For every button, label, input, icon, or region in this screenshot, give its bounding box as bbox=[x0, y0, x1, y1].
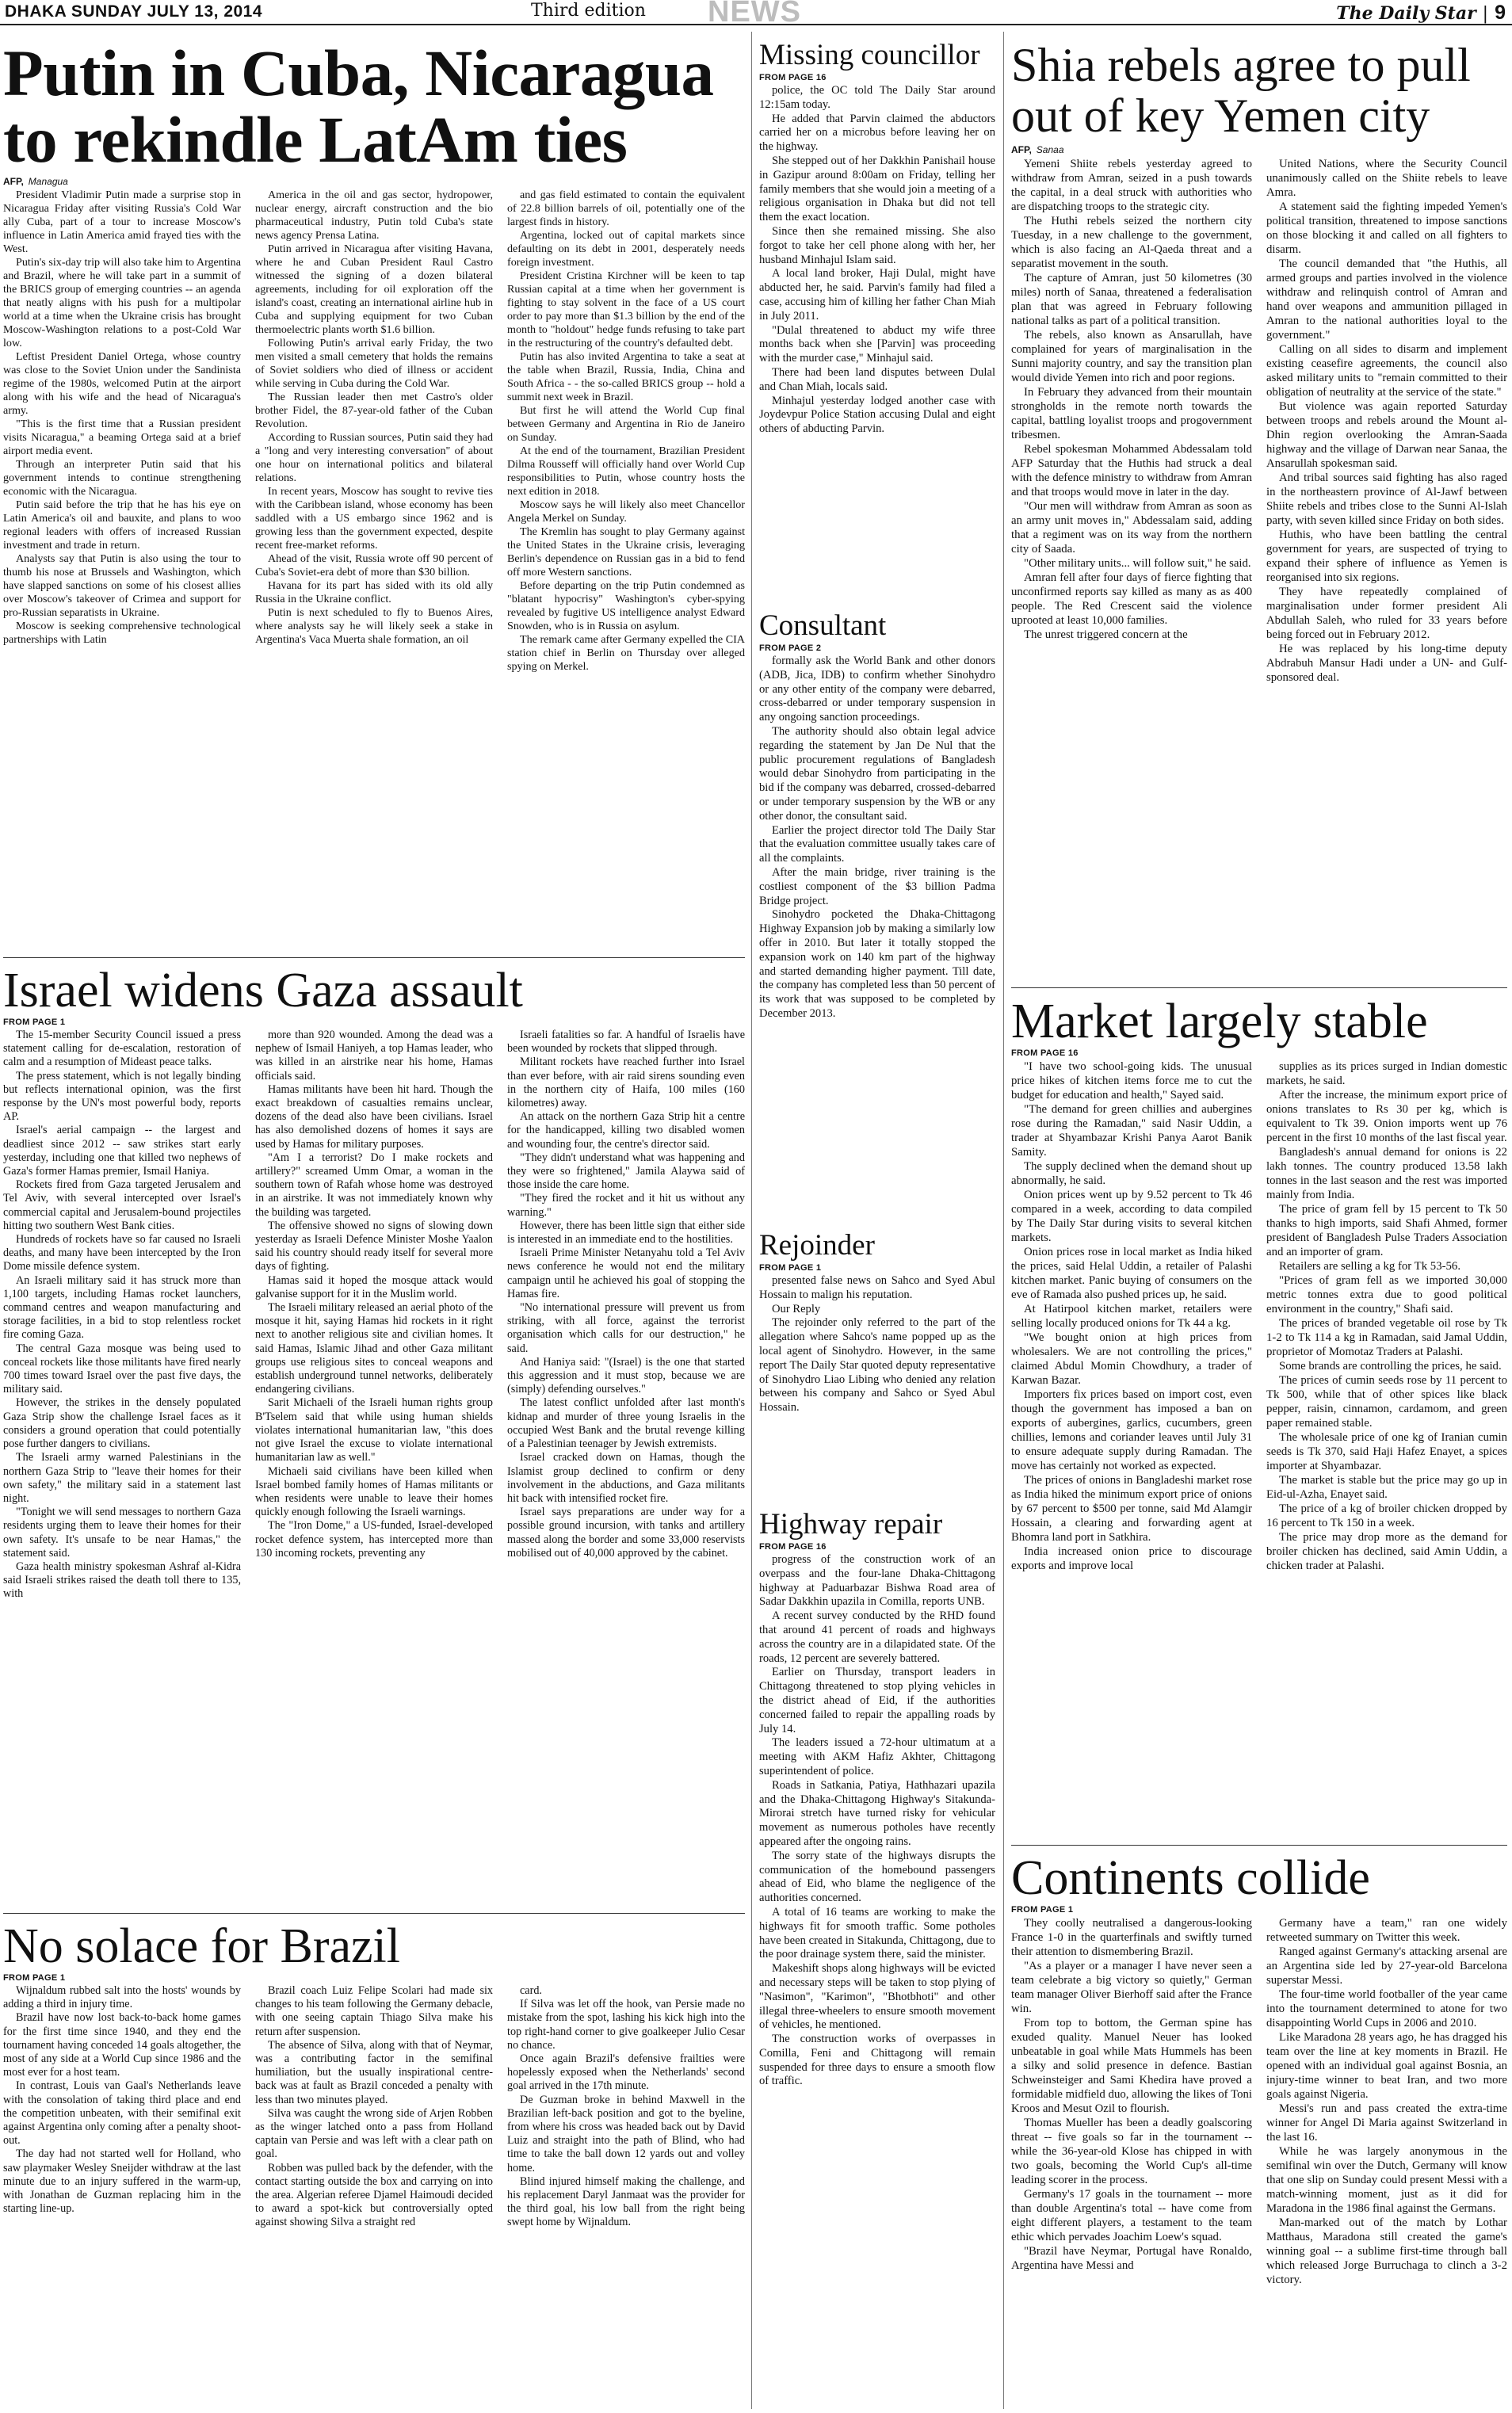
paragraph: Putin is next scheduled to fly to Buenos Aires, where analysts say he will likely seek a stake in Argentina's Vaca Muerta shale formation, an oil bbox=[255, 606, 493, 646]
paragraph: "Brazil have Neymar, Portugal have Ronaldo, Argentina have Messi and bbox=[1011, 2245, 1252, 2272]
story-column bbox=[507, 189, 745, 674]
paragraph: The absence of Silva, along with that of Neymar, was a contributing factor in the semifinal humiliation, but the usually inspirational centre-back was at fault as Brazil conceded a penalty with less than two minutes played. bbox=[255, 2038, 493, 2106]
story-column bbox=[255, 1029, 493, 1560]
paragraph: Havana for its part has sided with its old ally Russia in the Ukraine conflict. bbox=[255, 579, 493, 605]
story-continents bbox=[1011, 1853, 1507, 2287]
paragraph: "Our men will withdraw from Amran as soon as an army unit moves in," Abdessalam said, adding that a regiment was on its way from the northern city of Saada. bbox=[1011, 500, 1252, 556]
paragraph: However, the strikes in the densely populated Gaza Strip show the challenge Israel faces as it considers a ground operation that could potentially pose further dangers to civilians. bbox=[3, 1396, 241, 1451]
headline: Consultant bbox=[759, 609, 887, 642]
masthead bbox=[0, 0, 1512, 29]
headline: Continents collide bbox=[1011, 1851, 1370, 1905]
story-column bbox=[3, 1984, 241, 2216]
paragraph: Israeli fatalities so far. A handful of Israelis have been wounded by rockets that slipped through. bbox=[507, 1029, 745, 1056]
paragraph: Moscow is seeking comprehensive technological partnerships with Latin bbox=[3, 620, 241, 646]
paragraph: According to Russian sources, Putin said they had a "long and very interesting conversation" of about one hour on international politics and bilateral relations. bbox=[255, 431, 493, 484]
paragraph: In contrast, Louis van Gaal's Netherlands leave with the consolation of taking third place and end the competition unbeaten, with their semifinal exit against Argentina only coming after a penalty shoot-out. bbox=[3, 2079, 241, 2148]
paragraph: Germany's 17 goals in the tournament -- more than double Argentina's total -- have come from eight different players, a testament to the team ethic which pervades Joachim Loew's squad. bbox=[1011, 2188, 1252, 2243]
paragraph: "We bought onion at high prices from wholesalers. We are not controlling the prices," claimed Abdul Momin Chowdhury, a trader of Karwan Bazar. bbox=[1011, 1331, 1252, 1387]
paragraph: "I have two school-going kids. The unusual price hikes of kitchen items force me to cut the budget for education and health," Sayed said. bbox=[1011, 1060, 1252, 1102]
paragraph: The offensive showed no signs of slowing down yesterday as Israeli Defence Minister Moshe Yaalon said his country should ready itself for several more days of fighting. bbox=[255, 1219, 493, 1273]
story-body bbox=[3, 1984, 745, 2230]
paragraph: Israeli Prime Minister Netanyahu told a Tel Aviv news conference he would not end the military campaign until he achieved his goal of stopping the Hamas fire. bbox=[507, 1247, 745, 1300]
location: Sanaa bbox=[1036, 144, 1064, 155]
paragraph: They coolly neutralised a dangerous-looking France 1-0 in the quarterfinals and swiftly turned their attention to dismembering Brazil. bbox=[1011, 1917, 1252, 1958]
paragraph: From top to bottom, the German spine has exuded quality. Manuel Neuer has looked unbeatable in goal while Mats Hummels has been a silky and solid presence in defence. Bastian Schweinsteiger and Sami Khedira have proved a formidable midfield duo, allowing the likes of Toni Kroos and Mesut Ozil to flourish. bbox=[1011, 2017, 1252, 2115]
paragraph: Brazil have now lost back-to-back home games for the first time since 1940, and they end the tournament having conceded 14 goals altogether, the most of any side at a World Cup since 1986 and the most ever for a host team. bbox=[3, 2011, 241, 2079]
paragraph: Hamas said it hoped the mosque attack would galvanise support for it in the Muslim world. bbox=[255, 1273, 493, 1300]
paragraph: Putin arrived in Nicaragua after visiting Havana, where he and Cuban President Raul Castro witnessed the signing of a dozen bilateral agreements, including for oil exploration off the island's coast, creating an international airline hub in Cuba and supplying equipment for two Cuban thermoelectric plants worth $1.6 billion. bbox=[255, 242, 493, 336]
paragraph: Robben was pulled back by the defender, with the contact starting outside the box and carrying on into the area. Algerian referee Djamel Haimoudi decided to award a spot-kick but controversially opted against showing Silva a straight red bbox=[255, 2161, 493, 2229]
paragraph: He added that Parvin claimed the abductors carried her on a microbus before leaving her on the highway. bbox=[759, 112, 995, 154]
paragraph: Hamas militants have been hit hard. Though the exact breakdown of casualties remains unclear, dozens of the dead also have been civilians. Israel has also demolished dozens of homes it says are used by Hamas for military purposes. bbox=[255, 1082, 493, 1151]
paragraph: After the main bridge, river training is the costliest component of the $3 billion Padma Bridge project. bbox=[759, 865, 995, 907]
story-missing-councillor bbox=[759, 40, 995, 437]
paragraph: Minhajul yesterday lodged another case with Joydevpur Police Station accusing Dulal and eight others of abducting Parvin. bbox=[759, 394, 995, 436]
story-column bbox=[1011, 157, 1252, 642]
paper-info bbox=[1336, 2, 1506, 25]
paragraph: Huthis, who have been battling the central government for years, are suspected of trying to expand their sphere of influence as Yemen is reorganised into six regions. bbox=[1266, 529, 1507, 584]
paragraph: The construction works of overpasses in Comilla, Feni and Chittagong will remain suspended for three days to ensure a smooth flow of traffic. bbox=[759, 2033, 995, 2088]
paragraph: presented false news on Sahco and Syed Abul Hossain to malign his reputation. bbox=[759, 1274, 995, 1301]
paragraph: Earlier the project director told The Daily Star that the evaluation committee usually takes care of all the complaints. bbox=[759, 823, 995, 865]
paragraph: If Silva was let off the hook, van Persie made no mistake from the spot, lashing his kick high into the top right-hand corner to give goalkeeper Julio Cesar no chance. bbox=[507, 1998, 745, 2052]
paragraph: There had been land disputes between Dulal and Chan Miah, locals said. bbox=[759, 365, 995, 393]
paragraph: progress of the construction work of an overpass and the four-lane Dhaka-Chittagong highway at Paduarbazar Bishwa Road area of Sadar Dakkhin upazila in Comilla, reports UNB. bbox=[759, 1553, 995, 1609]
paragraph: The Huthi rebels seized the northern city Tuesday, in a new challenge to the government, which is also facing an Al-Qaeda threat and a separatist movement in the south. bbox=[1011, 215, 1252, 270]
paragraph: The day had not started well for Holland, who saw playmaker Wesley Sneijder withdraw at the last minute due to an injury suffered in the warm-up, with Jonathan de Guzman replacing him in the starting line-up. bbox=[3, 2148, 241, 2216]
story-body bbox=[1011, 1060, 1507, 1573]
paragraph: Before departing on the trip Putin condemned as "blatant hypocrisy" Washington's cyber-spying revealed by fugitive US intelligence analyst Edward Snowden, who is in Russia on asylum. bbox=[507, 579, 745, 632]
paragraph: Man-marked out of the match by Lothar Matthaus, Maradona still created the game's winning goal -- a sublime first-time through ball which released Jorge Burruchaga to clinch a 3-2 victory. bbox=[1266, 2216, 1507, 2286]
paragraph: "They didn't understand what was happening and they were so frightened," Jamila Alaywa said of those inside the care home. bbox=[507, 1151, 745, 1192]
story-column bbox=[255, 189, 493, 647]
paragraph: Our Reply bbox=[772, 1302, 821, 1315]
headline: Putin in Cuba, Nicaragua to rekindle LatAm ties bbox=[3, 36, 714, 176]
paragraph: "This is the first time that a Russian president visits Nicaragua," a beaming Ortega said at a brief airport media event. bbox=[3, 418, 241, 457]
story-column bbox=[1011, 1060, 1252, 1573]
story-putin bbox=[3, 36, 745, 674]
column-rule-left bbox=[751, 32, 752, 2409]
paragraph: De Guzman broke in behind Maxwell in the Brazilian left-back position and got to the byeline, from where his cross was headed back out by David Luiz and straight into the path of Blind, who had time to take the ball down 12 yards out and volley home. bbox=[507, 2093, 745, 2174]
paragraph: The sorry state of the highways disrupts the communication of the homebound passengers ahead of Eid, who blame the negligence of the authorities concerned. bbox=[759, 1849, 995, 1905]
paragraph: He was replaced by his long-time deputy Abdrabuh Mansur Hadi under a UN- and Gulf-sponsored deal. bbox=[1266, 643, 1507, 684]
paragraph: America in the oil and gas sector, hydropower, nuclear energy, aircraft construction and the bio pharmaceutical industry, Putin told Cuba's state news agency Prensa Latina. bbox=[255, 189, 493, 242]
story-column bbox=[759, 1274, 995, 1415]
paragraph: But violence was again reported Saturday between troops and rebels around the Mount al-Dhin region overlooking the Amran-Saada highway and the village of Darwan near Sanaa, the Ansarullah spokesman said. bbox=[1266, 400, 1507, 470]
paragraph: At Hatirpool kitchen market, retailers were selling locally produced onions for Tk 44 a kg. bbox=[1011, 1303, 1252, 1330]
paragraph: supplies as its prices surged in Indian domestic markets, he said. bbox=[1266, 1060, 1507, 1087]
section-label: NEWS bbox=[708, 0, 801, 29]
story-column bbox=[507, 1984, 745, 2230]
story-rejoinder bbox=[759, 1230, 995, 1415]
paragraph: Importers fix prices based on import cost, even though the government has imposed a ban on exports of aubergines, garlics, cucumbers, green chillies, lemons and coriander leaves until July 31 to ensure adequate supply during Ramadan. The move has certainly not worked as expected. bbox=[1011, 1388, 1252, 1472]
paragraph: Through an interpreter Putin said that his government intends to continue strengthening economic with the Nicaragua. bbox=[3, 458, 241, 498]
story-column bbox=[1266, 1060, 1507, 1573]
paragraph: And Haniya said: "(Israel) is the one that started this aggression and it must stop, because we are (simply) defending ourselves." bbox=[507, 1355, 745, 1396]
paragraph: The prices of cumin seeds rose by 11 percent to Tk 500, while that of other spices like black pepper, raisin, cinnamon, cardamom, and green paper remained stable. bbox=[1266, 1374, 1507, 1430]
paragraph: The "Iron Dome," a US-funded, Israel-developed rocket defence system, has intercepted more than 130 incoming rockets, preventing any bbox=[255, 1519, 493, 1560]
jump-label: FROM PAGE 16 bbox=[759, 73, 827, 82]
dateline bbox=[3, 176, 745, 187]
story-consultant bbox=[759, 610, 995, 1021]
paragraph: "No international pressure will prevent us from striking, with all force, against the terrorist organisation which calls for our destruction," he said. bbox=[507, 1301, 745, 1355]
paragraph: Calling on all sides to disarm and implement existing ceasefire agreements, the council also asked military units to "remain committed to their obligation of neutrality at the service of the state." bbox=[1266, 343, 1507, 399]
paragraph: "Prices of gram fell as we imported 30,000 metric tonnes extra due to good political environment in the country," Shafi said. bbox=[1266, 1274, 1507, 1315]
story-column bbox=[759, 655, 995, 1021]
paragraph: Roads in Satkania, Patiya, Hathhazari upazila and the Dhaka-Chittagong Highway's Sitakunda-Mirorai stretch have turned risky for vehicular movement as numerous potholes have recently appeared after the ongoing rains. bbox=[759, 1778, 995, 1848]
story-gaza bbox=[3, 965, 745, 1602]
paragraph: The remark came after Germany expelled the CIA station chief in Berlin on Thursday over alleged spying on Merkel. bbox=[507, 633, 745, 673]
story-column bbox=[3, 189, 241, 647]
paragraph: Analysts say that Putin is also using the tour to thumb his nose at Brussels and Washington, which have slapped sanctions on some of his closest allies over Moscow's takeover of Crimea and support for pro-Russian separatists in Ukraine. bbox=[3, 552, 241, 619]
paragraph: She stepped out of her Dakkhin Panishail house in Gazipur around 8:00am on Friday, telling her family members that she would join a meeting of a religious organisation in Dhaka but did not tell them the exact location. bbox=[759, 154, 995, 224]
paragraph: "Tonight we will send messages to northern Gaza residents urging them to leave their homes for their own safety. It's unsafe to be near Hamas," the statement said. bbox=[3, 1506, 241, 1560]
headline: Highway repair bbox=[759, 1508, 943, 1541]
story-column bbox=[255, 1984, 493, 2230]
paragraph: A recent survey conducted by the RHD found that around 41 percent of roads and highways across the country are in a dilapidated state. Of the roads, 12 percent are severely battered. bbox=[759, 1609, 995, 1665]
paragraph: The press statement, which is not legally binding but reflects international opinion, was the first response by the UN's most powerful body, reports AP. bbox=[3, 1069, 241, 1124]
paragraph: Militant rockets have reached further into Israel than ever before, with air raid sirens sounding even in the northern city of Haifa, 100 miles (160 kilometres) away. bbox=[507, 1056, 745, 1110]
jump-label: FROM PAGE 1 bbox=[3, 1018, 66, 1027]
paragraph: After the increase, the minimum export price of onions translates to Rs 30 per kg, which is equivalent to Tk 39. Onion imports went up 76 percent in the first 10 months of the last fiscal year. bbox=[1266, 1089, 1507, 1144]
story-column bbox=[507, 1029, 745, 1560]
paragraph: Argentina, locked out of capital markets since defaulting on its debt in 2001, desperately needs foreign investment. bbox=[507, 229, 745, 269]
paragraph: The rejoinder only referred to the part of the allegation where Sahco's name popped up as the local agent of Sinohydro. However, in the same report The Daily Star quoted deputy representative of Sinohydro Liao Libing who denied any relation between his company and Sahco or Syed Abul Hossain. bbox=[759, 1316, 995, 1415]
paragraph: Michaeli said civilians have been killed when Israel bombed family homes of Hamas militants or when residents were unable to leave their homes quickly enough following the Israeli warnings. bbox=[255, 1464, 493, 1519]
paragraph: They have repeatedly complained of marginalisation under former president Ali Abdullah Saleh, who ruled for 33 years before being forced out in February 2012. bbox=[1266, 586, 1507, 641]
paragraph: Yemeni Shiite rebels yesterday agreed to withdraw from Amran, seized in a push towards the capital, in a deal struck with authorities who are dispatching troops to the strategic city. bbox=[1011, 158, 1252, 213]
paragraph: An attack on the northern Gaza Strip hit a centre for the handicapped, killing two disabled women and wounding four, the centre's director said. bbox=[507, 1110, 745, 1151]
paragraph: The 15-member Security Council issued a press statement calling for de-escalation, restoration of calm and a resumption of Mideast peace talks. bbox=[3, 1029, 241, 1069]
paragraph: "They fired the rocket and it hit us without any warning." bbox=[507, 1192, 745, 1219]
paragraph: Silva was caught the wrong side of Arjen Robben as the winger latched onto a pass from Holland captain van Persie and was left with a clear path on goal. bbox=[255, 2106, 493, 2161]
paragraph: The council demanded that "the Huthis, all armed groups and parties involved in the violence withdraw and relinquish control of Amran and hand over weapons and ammunition pillaged in Amran to the national authorities loyal to the government." bbox=[1266, 258, 1507, 342]
story-column bbox=[1266, 1916, 1507, 2287]
paragraph: police, the OC told The Daily Star around 12:15am today. bbox=[759, 84, 995, 111]
paragraph: At the end of the tournament, Brazilian President Dilma Rousseff will officially hand over World Cup responsibilities to Putin, whose country hosts the next edition in 2018. bbox=[507, 445, 745, 498]
paragraph: "The demand for green chillies and aubergines rose during the Ramadan," said Nasir Uddin, a trader at Shyambazar Krishi Panya Aarot Banik Samity. bbox=[1011, 1103, 1252, 1159]
news-agency: AFP, bbox=[3, 176, 24, 187]
paragraph: Thomas Mueller has been a deadly goalscoring threat -- five goals so far in the tournament -- while the 36-year-old Klose has chipped in with two goals, becoming the World Cup's all-time leading scorer in the process. bbox=[1011, 2117, 1252, 2186]
paragraph: While he was largely anonymous in the semifinal win over the Dutch, Germany will know that one slip on Sunday could present Messi with a match-winning moment, just as it did for Maradona in the 1986 final against the Germans. bbox=[1266, 2145, 1507, 2215]
paragraph: Retailers are selling a kg for Tk 53-56. bbox=[1279, 1260, 1461, 1273]
paragraph: President Vladimir Putin made a surprise stop in Nicaragua Friday after visiting Russia's Cold War ally Cuba, part of a tour to increase Moscow's influence in Latin America amid frayed ties with the West. bbox=[3, 189, 241, 255]
paragraph: Israel's aerial campaign -- the largest and deadliest since 2012 -- saw strikes start early yesterday, including one that killed two nephews of Gaza's former Hamas premier, Ismail Haniya. bbox=[3, 1124, 241, 1178]
paragraph: And tribal sources said fighting has also raged in the northeastern province of Al-Jawf between Shiite rebels and tribes close to the Sunni Al-Islah party, with seven killed since Friday on both sides. bbox=[1266, 472, 1507, 527]
headline: Market largely stable bbox=[1011, 995, 1428, 1048]
paragraph: Rockets fired from Gaza targeted Jerusalem and Tel Aviv, with several intercepted over Israel's commercial capital and Jerusalem-bound projectiles hitting two southern West Bank cities. bbox=[3, 1178, 241, 1232]
paragraph: India increased onion price to discourage exports and improve local bbox=[1011, 1545, 1252, 1572]
paragraph: Since then she remained missing. She also forgot to take her cell phone along with her, her husband Minhajul Islam said. bbox=[759, 224, 995, 266]
paragraph: United Nations, where the Security Council unanimously called on the Shiite rebels to leave Amra. bbox=[1266, 158, 1507, 199]
paragraph: The market is stable but the price may go up in Eid-ul-Azha, Enayet said. bbox=[1266, 1474, 1507, 1501]
rule-under-putin bbox=[3, 957, 745, 958]
paragraph: The Israeli military released an aerial photo of the mosque it hit, saying Hamas hid rockets in it right next to another religious site and civilian homes. It said Hamas, Islamic Jihad and other Gaza militant groups use religious sites to conceal weapons and establish underground tunnel networks, deliberately endangering civilians. bbox=[255, 1301, 493, 1396]
paragraph: A statement said the fighting impeded Yemen's political transition, threatened to impose sanctions on those blocking it and called on all fighters to disarm. bbox=[1266, 200, 1507, 256]
paragraph: The rebels, also known as Ansarullah, have complained for years of marginalisation in the Sunni majority country, and say the transition plan would divide Yemen into rich and poor regions. bbox=[1011, 329, 1252, 384]
jump-label: FROM PAGE 16 bbox=[759, 1542, 827, 1552]
paragraph: Putin said before the trip that he has his eye on Latin America's oil and bauxite, and plans to woo regional leaders with offers of increased Russian investment and trade in return. bbox=[3, 498, 241, 552]
paragraph: The central Gaza mosque was being used to conceal rockets like those militants have fired nearly 700 times toward Israel over the past five days, the military said. bbox=[3, 1342, 241, 1396]
rule-under-yemen bbox=[1011, 987, 1507, 988]
paragraph: Israel says preparations are under way for a possible ground incursion, with tanks and artillery massed along the border and some 33,000 reservists mobilised out of 40,000 approved by the cabinet. bbox=[507, 1506, 745, 1560]
jump-label: FROM PAGE 1 bbox=[759, 1263, 822, 1273]
headline: Rejoinder bbox=[759, 1229, 875, 1262]
paragraph: card. bbox=[520, 1984, 542, 1997]
column-rule-right bbox=[1003, 32, 1004, 2409]
story-column bbox=[759, 84, 995, 437]
dateline bbox=[1011, 144, 1507, 155]
rule-under-market bbox=[1011, 1845, 1507, 1846]
paragraph: Putin's six-day trip will also take him to Argentina and Brazil, where he will take part in a summit of the BRICS group of emerging countries -- an agenda that neatly aligns with his push for a multipolar world at a time when the Ukraine crisis has brought Moscow-Washington relations to a post-Cold War low. bbox=[3, 256, 241, 349]
paragraph: Israel cracked down on Hamas, though the Islamist group declined to confirm or deny involvement in the abductions, and Gaza militants hit back with intensified rocket fire. bbox=[507, 1451, 745, 1505]
headline: Missing councillor bbox=[759, 39, 980, 71]
paragraph: Putin has also invited Argentina to take a seat at the table when Brazil, Russia, India, China and South Africa - - the so-called BRICS group -- hold a summit next week in Brazil. bbox=[507, 350, 745, 403]
paragraph: Bangladesh's annual demand for onions is 22 lakh tonnes. The country produced 13.58 lakh tonnes in the last season and the rest was imported mainly from India. bbox=[1266, 1146, 1507, 1201]
paragraph: The Israeli army warned Palestinians in the northern Gaza Strip to "leave their homes for their own safety," the military said in a statement last night. bbox=[3, 1451, 241, 1505]
rule-under-gaza bbox=[3, 1913, 745, 1914]
paragraph: Leftist President Daniel Ortega, whose country was close to the Soviet Union under the Sandinista regime of the 1980s, welcomed Putin at the airport along with his wife and the head of Nicaragua's army. bbox=[3, 350, 241, 417]
paragraph: A total of 16 teams are working to make the highways fit for smooth traffic. Some potholes have been created in Sitakunda, Chittagong, due to the poor drainage system there, said the minister. bbox=[759, 1905, 995, 1961]
paragraph: Like Maradona 28 years ago, he has dragged his team over the line at key moments in Brazil. He opened with an individual goal against Bosnia, an injury-time winner to beat Iran, and two more goals against Nigeria. bbox=[1266, 2031, 1507, 2101]
paragraph: Amran fell after four days of fierce fighting that unconfirmed reports say killed as many as as 400 people. The Red Crescent said the violence uprooted at least 10,000 families. bbox=[1011, 571, 1252, 627]
paragraph: Makeshift shops along highways will be evicted and necessary steps will be taken to stop plying of "Nasimon", "Karimon", "Bhotbhoti" and other illegal three-wheelers to ensure smooth movement of vehicles, he mentioned. bbox=[759, 1962, 995, 2032]
paragraph: Ranged against Germany's attacking arsenal are an Argentina side led by 27-year-old Barcelona superstar Messi. bbox=[1266, 1945, 1507, 1987]
paragraph: The wholesale price of one kg of Iranian cumin seeds is Tk 370, said Haji Hafez Enayet, a spices importer at Shyambazar. bbox=[1266, 1431, 1507, 1472]
paragraph: The price may drop more as the demand for broiler chicken has declined, said Amin Uddin, a chicken trader at Palashi. bbox=[1266, 1531, 1507, 1572]
paragraph: Once again Brazil's defensive frailties were hopelessly exposed when the Netherlands' second goal arrived in the 17th minute. bbox=[507, 2052, 745, 2093]
paragraph: A local land broker, Haji Dulal, might have abducted her, he said. Parvin's family had filed a case, accusing him of killing her father Chan Miah in July 2011. bbox=[759, 267, 995, 323]
paragraph: The Russian leader then met Castro's older brother Fidel, the 87-year-old father of the Cuban Revolution. bbox=[255, 391, 493, 430]
paragraph: Hundreds of rockets have so far caused no Israeli deaths, and many have been intercepted by the Iron Dome missile defence system. bbox=[3, 1233, 241, 1273]
paragraph: The prices of onions in Bangladeshi market rose as India hiked the minimum export price of onions by 67 percent to $500 per tonne, said Md Alamgir Hossain, a clearing and forwarding agent at Bhomra land port in Satkhira. bbox=[1011, 1474, 1252, 1544]
masthead-separator: | bbox=[1482, 4, 1489, 24]
paragraph: Ahead of the visit, Russia wrote off 90 percent of Cuba's Soviet-era debt of more than $30 billion. bbox=[255, 552, 493, 578]
story-highway-repair bbox=[759, 1509, 995, 2089]
paragraph: However, there has been little sign that either side is interested in an immediate end to the hostilities. bbox=[507, 1219, 745, 1247]
paragraph: The prices of branded vegetable oil rose by Tk 1-2 to Tk 114 a kg in Ramadan, said Jamal Uddin, proprietor of Momotaz Traders at Palashi. bbox=[1266, 1317, 1507, 1358]
paper-name: The Daily Star bbox=[1336, 3, 1476, 24]
paragraph: "Other military units... will follow suit," he said. bbox=[1024, 557, 1251, 570]
paragraph: Onion prices went up by 9.52 percent to Tk 46 compared in a week, according to data compiled by The Daily Star during visits to several kitchen markets. bbox=[1011, 1189, 1252, 1244]
story-body bbox=[1011, 1916, 1507, 2287]
jump-label: FROM PAGE 2 bbox=[759, 643, 822, 653]
paragraph: The four-time world footballer of the year came into the tournament determined to atone for two disappointing World Cups in 2006 and 2010. bbox=[1266, 1988, 1507, 2029]
jump-label: FROM PAGE 1 bbox=[1011, 1905, 1074, 1915]
issue-date: DHAKA SUNDAY JULY 13, 2014 bbox=[5, 2, 263, 21]
story-brazil bbox=[3, 1921, 745, 2230]
paragraph: The leaders issued a 72-hour ultimatum at a meeting with AKM Hafiz Akhter, Chittagong superintendent of police. bbox=[759, 1736, 995, 1777]
paragraph: Sinohydro pocketed the Dhaka-Chittagong Highway Expansion job by making a similarly low offer in 2010. But later it totally stopped the expansion work on 140 km part of the highway and started demanding higher payment. Till date, the company has completed less than 50 percent of its work that was supposed to be completed by December 2013. bbox=[759, 908, 995, 1020]
story-column bbox=[759, 1553, 995, 2089]
paragraph: Blind injured himself making the challenge, and his replacement Daryl Janmaat was the provider for the third goal, his low ball from the right being swept home by Wijnaldum. bbox=[507, 2174, 745, 2229]
paragraph: The unrest triggered concern at the bbox=[1024, 628, 1188, 641]
jump-label: FROM PAGE 1 bbox=[3, 1973, 66, 1983]
paragraph: The Kremlin has sought to play Germany against the United States in the Ukraine crisis, leveraging Berlin's dependence on Russian gas in a bid to fend off more Western sanctions. bbox=[507, 525, 745, 578]
paragraph: Messi's run and pass created the extra-time winner for Angel Di Maria against Switzerland in the last 16. bbox=[1266, 2102, 1507, 2144]
paragraph: "Dulal threatened to abduct my wife three months back when she [Parvin] was proceeding with the murder case," Minhajul said. bbox=[759, 323, 995, 365]
paragraph: An Israeli military said it has struck more than 1,100 targets, including Hamas rocket launchers, command centres and weapon manufacturing and storage facilities, in a bid to stop relentless rocket fire coming Gaza. bbox=[3, 1273, 241, 1342]
paragraph: The supply declined when the demand shout up abnormally, he said. bbox=[1011, 1160, 1252, 1187]
paragraph: But first he will attend the World Cup final between Germany and Argentina in Rio de Janeiro on Sunday. bbox=[507, 404, 745, 444]
paragraph: Moscow says he will likely also meet Chancellor Angela Merkel on Sunday. bbox=[507, 498, 745, 525]
paragraph: Some brands are controlling the prices, he said. bbox=[1279, 1360, 1502, 1373]
edition-label: Third edition bbox=[531, 1, 646, 21]
paragraph: In February they advanced from their mountain strongholds in the remote north towards the capital, battling loyalist troops and progovernment tribesmen. bbox=[1011, 386, 1252, 441]
paragraph: Earlier on Thursday, transport leaders in Chittagong threatened to stop plying vehicles in the district ahead of Eid, if the authorities concerned failed to repair the appalling roads by July 14. bbox=[759, 1666, 995, 1735]
story-column bbox=[1011, 1916, 1252, 2273]
story-body bbox=[3, 1029, 745, 1602]
paragraph: The latest conflict unfolded after last month's kidnap and murder of three young Israelis in the occupied West Bank and the brutal revenge killing of a Palestinian teenager by Jewish extremists. bbox=[507, 1396, 745, 1451]
paragraph: "As a player or a manager I have never seen a team celebrate a big victory so quietly," German team manager Oliver Bierhoff said after the France win. bbox=[1011, 1960, 1252, 2015]
paragraph: formally ask the World Bank and other donors (ADB, Jica, IDB) to confirm whether Sinohydro or any other entity of the company were debarred, cross-debarred or under temporary suspension in any ongoing sanction proceedings. bbox=[759, 655, 995, 724]
paragraph: The price of gram fell by 15 percent to Tk 50 thanks to high imports, said Shafi Ahmed, former president of Bangladesh Pulse Traders Association and an importer of gram. bbox=[1266, 1203, 1507, 1258]
paragraph: President Cristina Kirchner will be keen to tap Russian capital at a time when her government is fighting to stay solvent in the face of a US court order to pay more than $1.3 billion by the end of the month to "holdout" hedge funds refusing to take part in the restructuring of the country's defaulted debt. bbox=[507, 269, 745, 349]
location: Managua bbox=[28, 176, 68, 187]
paragraph: Onion prices rose in local market as India hiked the prices, said Helal Uddin, a retailer of Palashi kitchen market. Panic buying of consumers on the eve of Ramada also pushed prices up, he said. bbox=[1011, 1246, 1252, 1301]
story-column bbox=[3, 1029, 241, 1602]
paragraph: Wijnaldum rubbed salt into the hosts' wounds by adding a third in injury time. bbox=[3, 1984, 241, 2011]
story-market bbox=[1011, 996, 1507, 1573]
story-body bbox=[1011, 157, 1507, 685]
paragraph: Following Putin's arrival early Friday, the two men visited a small cemetery that holds the remains of Soviet soldiers who died of illness or accident while serving in Cuba during the Cold War. bbox=[255, 337, 493, 390]
paragraph: Brazil coach Luiz Felipe Scolari had made six changes to his team following the Germany debacle, with one seeing captain Thiago Silva make his return after suspension. bbox=[255, 1984, 493, 2038]
paragraph: more than 920 wounded. Among the dead was a nephew of Ismail Haniyeh, a top Hamas leader, who was killed in an airstrike near his home, Hamas officials said. bbox=[255, 1029, 493, 1082]
story-yemen bbox=[1011, 40, 1507, 685]
story-body bbox=[3, 189, 745, 674]
paragraph: and gas field estimated to contain the equivalent of 22.8 billion barrels of oil, potentially one of the largest finds in history. bbox=[507, 189, 745, 228]
paragraph: Germany have a team," ran one widely retweeted summary on Twitter this week. bbox=[1266, 1917, 1507, 1944]
paragraph: Gaza health ministry spokesman Ashraf al-Kidra said Israeli strikes raised the death toll there to 135, with bbox=[3, 1560, 241, 1601]
paragraph: "Am I a terrorist? Do I make rockets and artillery?" screamed Umm Omar, a woman in the southern town of Rafah whose home was destroyed in an airstrike. It was not immediately known why the building was targeted. bbox=[255, 1151, 493, 1219]
headline: No solace for Brazil bbox=[3, 1919, 400, 1973]
paragraph: Sarit Michaeli of the Israeli human rights group B'Tselem said that while using human shields violates international humanitarian law, "this does not give Israel the excuse to violate international humanitarian law as well." bbox=[255, 1396, 493, 1464]
news-agency: AFP, bbox=[1011, 144, 1032, 155]
paragraph: In recent years, Moscow has sought to revive ties with the Caribbean island, whose economy has been saddled with a US embargo since 1962 and is growing less than the government expected, despite recent free-market reforms. bbox=[255, 485, 493, 552]
paragraph: Rebel spokesman Mohammed Abdessalam told AFP Saturday that the Huthis had struck a deal with the defence ministry to withdraw from Amran and that troops would move in later in the day. bbox=[1011, 443, 1252, 498]
paragraph: The authority should also obtain legal advice regarding the statement by Jan De Nul that the public procurement regulations of Bangladesh would debar Sinohydro from participating in the bid if the company was debarred, crossed-debarred or under temporary suspension by the WB or any other donor, the consultant said. bbox=[759, 724, 995, 823]
paragraph: The price of a kg of broiler chicken dropped by 16 percent to Tk 150 in a week. bbox=[1266, 1502, 1507, 1529]
story-column bbox=[1266, 157, 1507, 685]
page-number: 9 bbox=[1495, 2, 1506, 24]
jump-label: FROM PAGE 16 bbox=[1011, 1048, 1079, 1058]
headline: Shia rebels agree to pull out of key Yemen city bbox=[1011, 39, 1471, 142]
headline: Israel widens Gaza assault bbox=[3, 964, 523, 1018]
paragraph: The capture of Amran, just 50 kilometres (30 miles) north of Sanaa, threatened a federalisation plan that was agreed in February following national talks as part of a political transition. bbox=[1011, 272, 1252, 327]
